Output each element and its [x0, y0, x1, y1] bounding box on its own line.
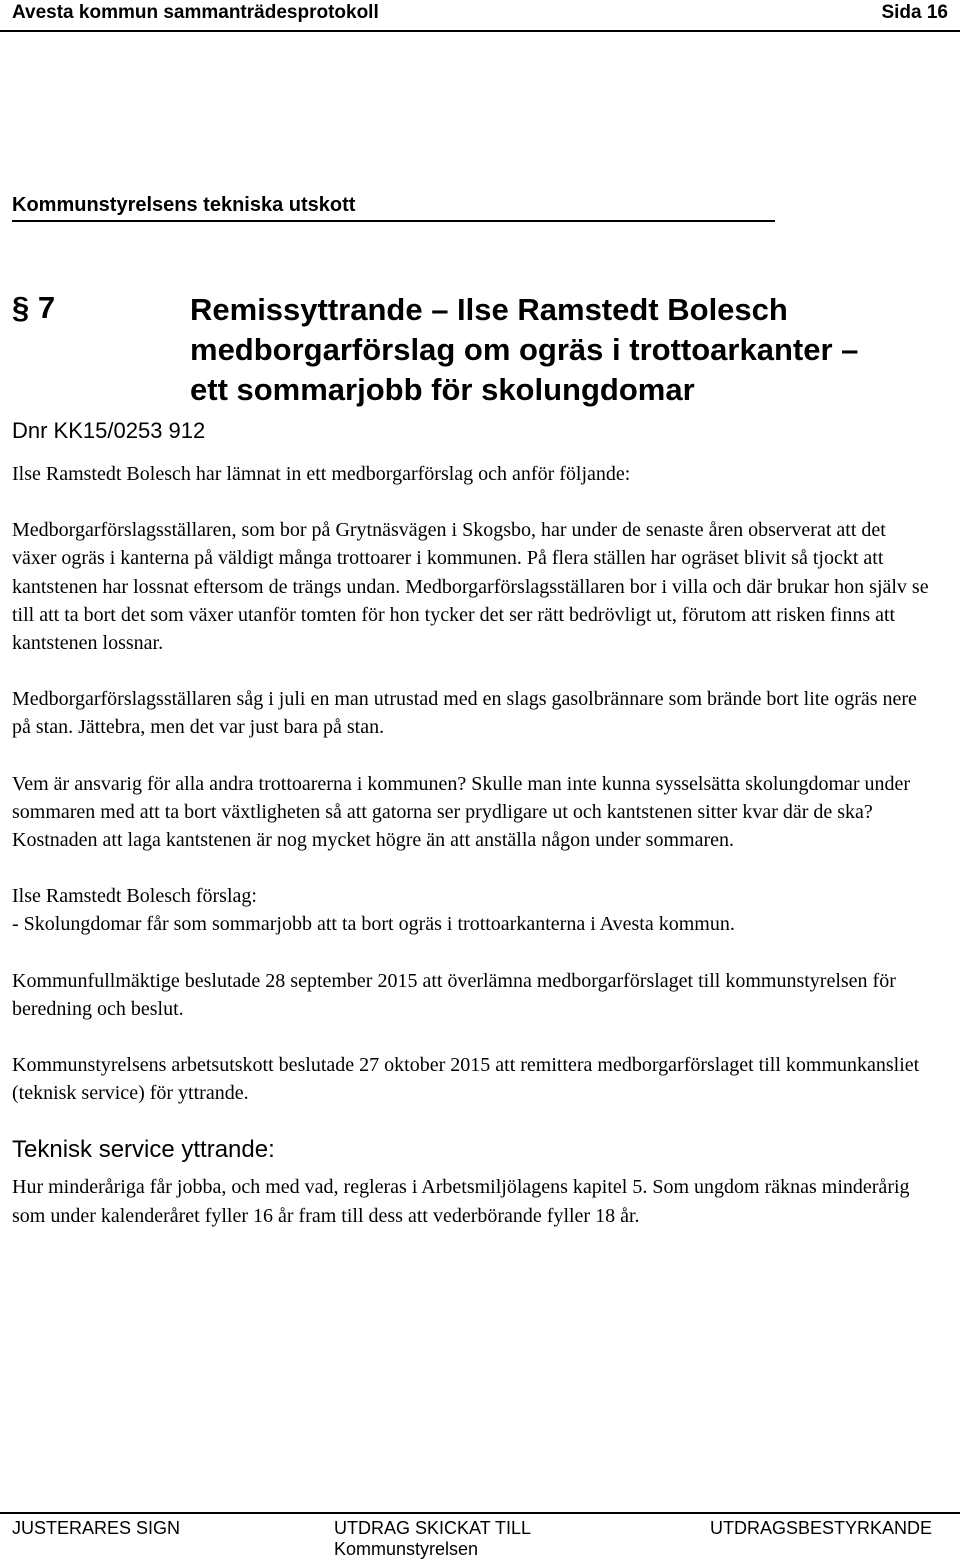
- section-title-line: ett sommarjobb för skolungdomar: [190, 372, 695, 407]
- document-title: Avesta kommun sammanträdesprotokoll: [12, 2, 379, 23]
- section-title-line: medborgarförslag om ogräs i trottoarkanter –: [190, 332, 859, 367]
- paragraph: Medborgarförslagsställaren såg i juli en man utrustad med en slags gasolbrännare som brände bort lite ogräs nere på stan. Jättebra, men det var just bara på stan.: [12, 688, 917, 739]
- paragraph: Medborgarförslagsställaren, som bor på Grytnäsvägen i Skogsbo, har under de senaste åren observerat att det växer ogräs i kanterna på väldigt många trottoarer i kommunen. På flera ställen har ogräset blivit så tjockt att kantstenen har lossnat eftersom de trängs undan. Medborgarförslagsställaren bor i villa och där brukar hon själv se till att ta bort det som växer utanför tomten för hon tycker det ser rätt bedrövligt ut, förutom att risken finns att kantstenen lossnar.: [12, 519, 929, 655]
- committee-name: Kommunstyrelsens tekniska utskott: [12, 194, 356, 216]
- section-title: [190, 290, 858, 410]
- paragraph: Hur minderåriga får jobba, och med vad, regleras i Arbetsmiljölagens kapitel 5. Som ungdom räknas minderårig som under kalenderåret fyller 16 år fram till dess att vederbörande fyller 18 år.: [12, 1176, 910, 1227]
- page-number: Sida 16: [881, 2, 948, 23]
- paragraph: Vem är ansvarig för alla andra trottoarerna i kommunen? Skulle man inte kunna sysselsätta skolungdomar under sommaren med att ta bort växtligheten så att gatorna ser prydligare ut och kantstenen sitter kvar där de ska? Kostnaden att laga kantstenen är nog mycket högre än att anställa någon under sommaren.: [12, 772, 911, 852]
- paragraph: Kommunfullmäktige beslutade 28 september 2015 att överlämna medborgarförslaget till kommunstyrelsen för beredning och beslut.: [12, 969, 896, 1020]
- footer-sent-to-recipient: Kommunstyrelsen: [334, 1539, 479, 1559]
- footer-sent-to: [334, 1518, 531, 1560]
- committee-underline: [12, 220, 775, 222]
- proposal-label: Ilse Ramstedt Bolesch förslag:: [12, 885, 257, 908]
- subheading: Teknisk service yttrande:: [12, 1136, 275, 1164]
- header-divider: [0, 30, 960, 32]
- section-title-line: Remissyttrande – Ilse Ramstedt Bolesch: [190, 292, 788, 327]
- paragraph: Kommunstyrelsens arbetsutskott beslutade 27 oktober 2015 att remittera medborgarförslaget till kommunkansliet (teknisk service) för yttrande.: [12, 1054, 920, 1105]
- footer-sent-to-label: UTDRAG SKICKAT TILL: [334, 1518, 532, 1538]
- proposal-item: - Skolungdomar får som sommarjobb att ta bort ogräs i trottoarkanterna i Avesta kommun.: [12, 913, 735, 936]
- section-number: § 7: [12, 290, 56, 325]
- page-header: [0, 0, 960, 28]
- footer-certification-label: UTDRAGSBESTYRKANDE: [709, 1518, 932, 1538]
- diary-number: Dnr KK15/0253 912: [12, 418, 206, 443]
- footer-divider: [0, 1512, 960, 1514]
- document-body: [12, 460, 932, 1258]
- paragraph: Ilse Ramstedt Bolesch har lämnat in ett medborgarförslag och anför följande:: [12, 463, 631, 485]
- footer-signature-label: JUSTERARES SIGN: [12, 1518, 181, 1538]
